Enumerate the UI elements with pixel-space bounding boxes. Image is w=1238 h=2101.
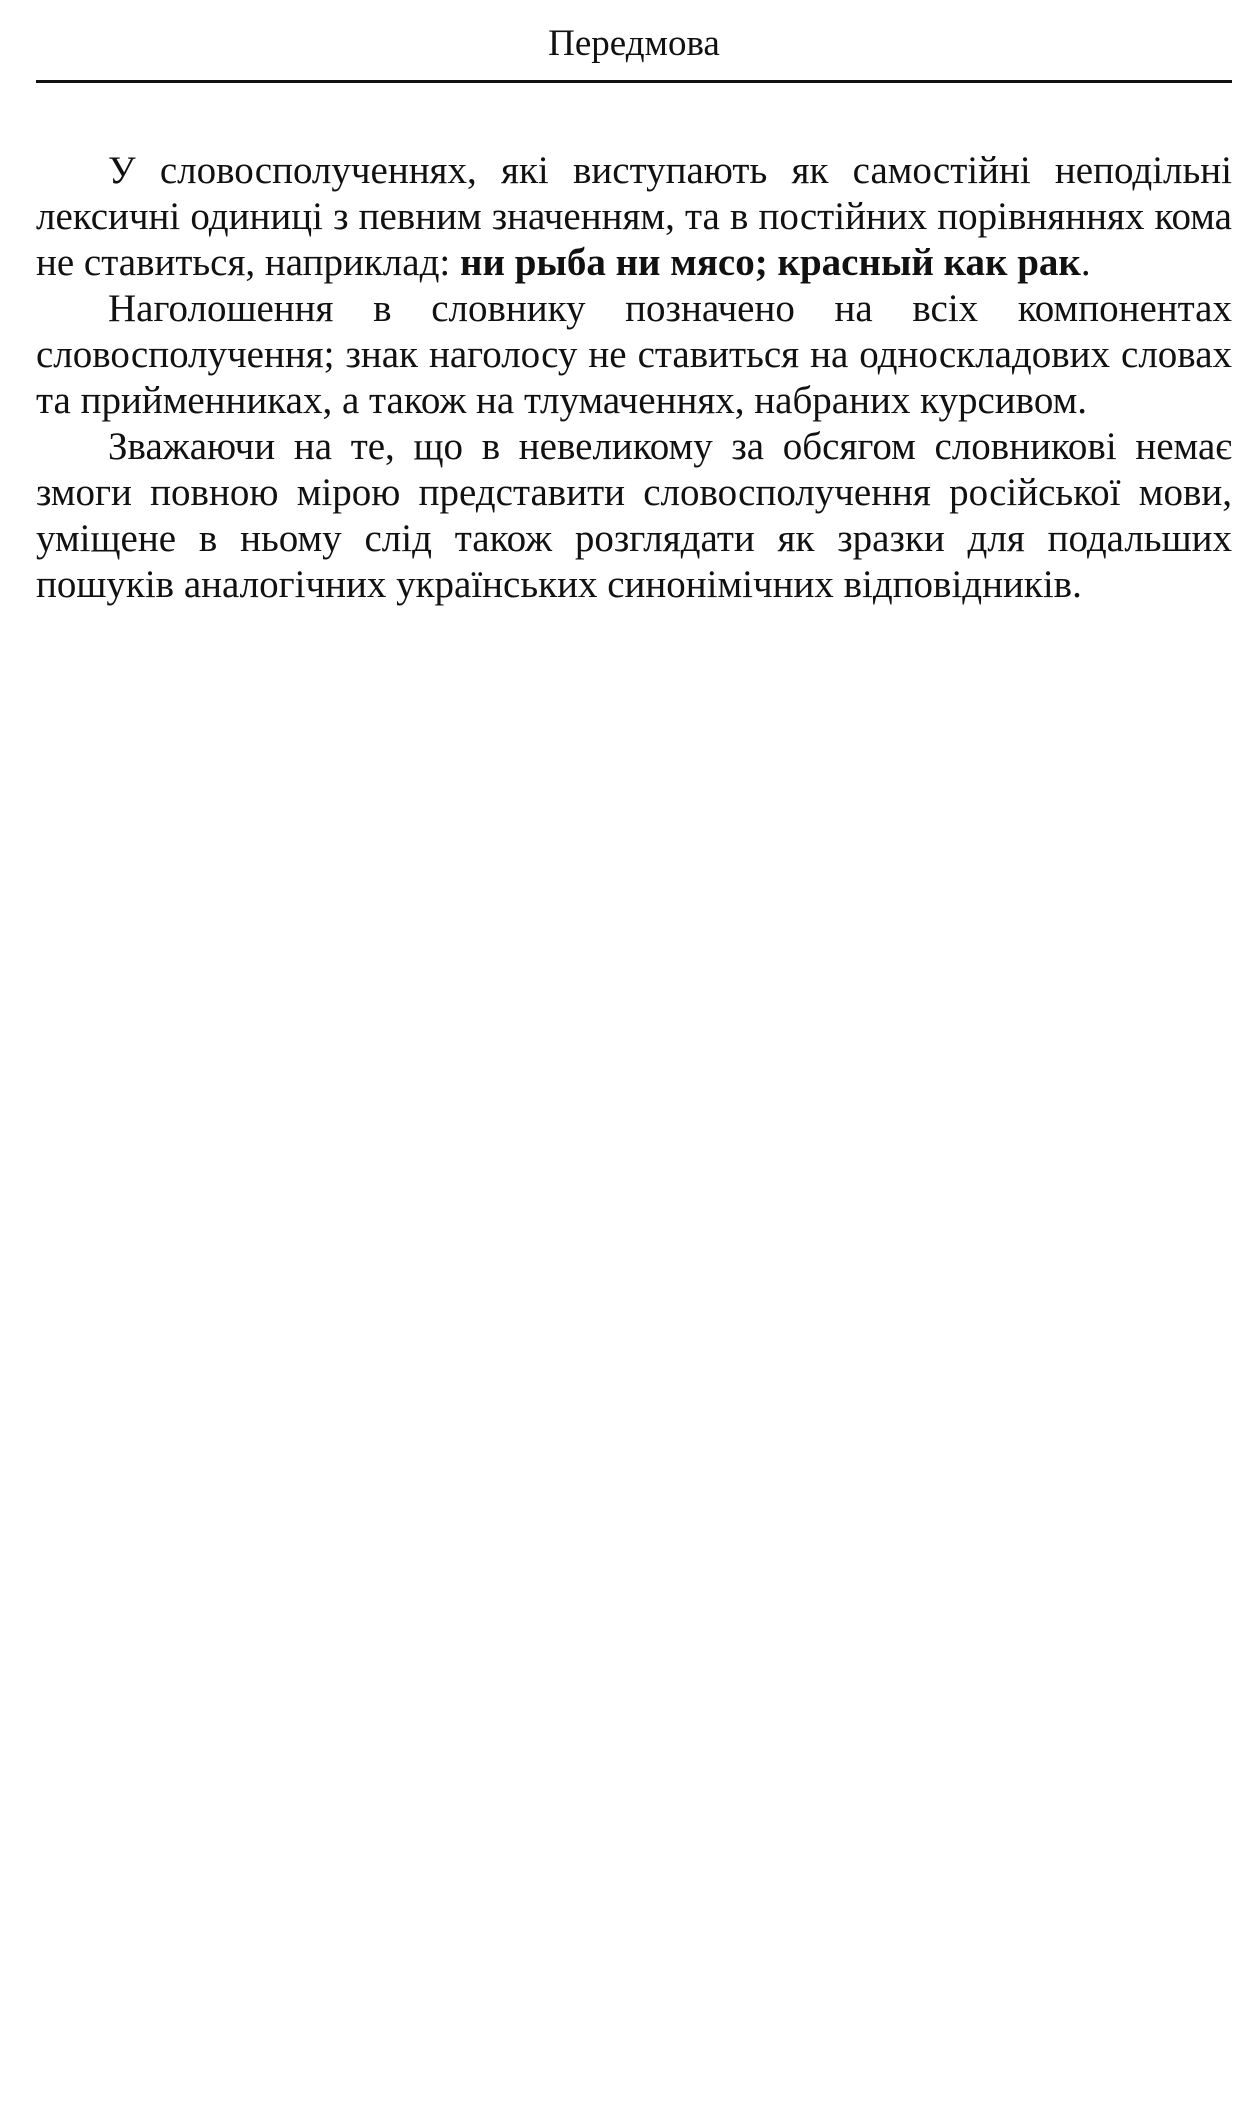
paragraph-1 — [36, 148, 1232, 286]
body-text — [36, 148, 1232, 608]
paragraph-1-end: . — [1080, 241, 1091, 284]
paragraph-2: Наголошення в словнику позначено на всіх компонентах словосполучення; знак наголосу не ставиться на односкладових словах та прийменниках, а також на тлумаченнях, набраних курсивом. — [36, 287, 1232, 422]
example-phrase-1: ни рыба ни мясо — [460, 241, 755, 284]
document-page — [36, 0, 1232, 2101]
paragraph-3: Зважаючи на те, що в невеликому за обсягом словникові немає змоги повною мірою представити словосполучення російської мови, уміщене в ньому слід також розглядати як зразки для подальших пошуків аналогічних українських синонімічних відповідників. — [36, 425, 1232, 606]
running-head: Передмова — [548, 23, 720, 64]
example-separator: ; — [754, 241, 778, 284]
paragraph-1-text: У словосполученнях, які виступають як самостійні неподільні лексичні одиниці з певним значенням, та в постійних порівняннях кома не ставиться, наприклад: — [36, 149, 1232, 284]
header-rule — [36, 80, 1232, 83]
example-phrase-2: красный как рак — [777, 241, 1081, 284]
